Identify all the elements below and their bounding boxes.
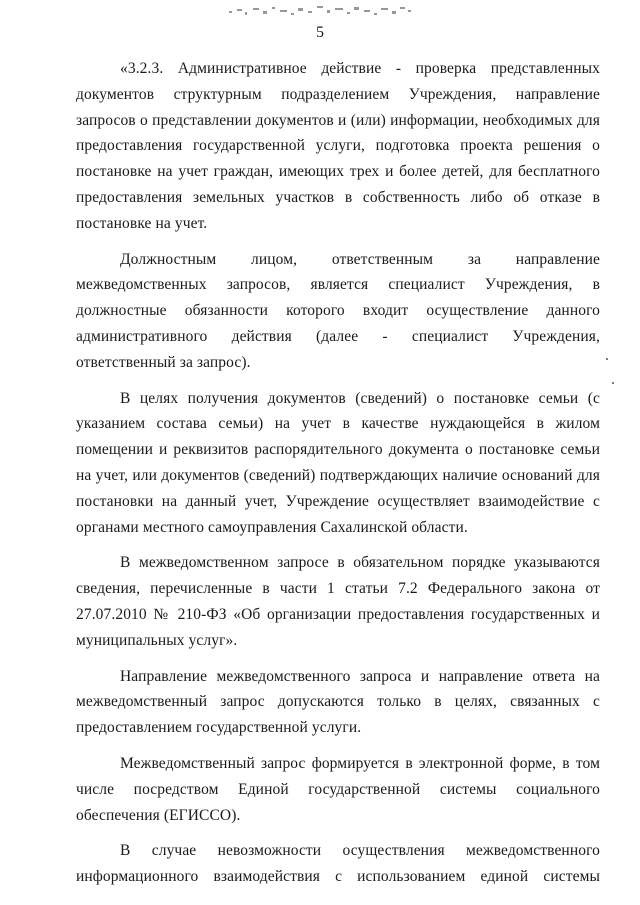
paragraph-responsible-official: Должностным лицом, ответственным за направление межведомственных запросов, является специалист Учреждения, в должностные обязанности которого входит осуществление данного административного действия (далее - специалист Учреждения, ответственный за запрос). bbox=[76, 250, 600, 371]
paragraph-electronic-form: Межведомственный запрос формируется в электронной форме, в том числе посредством Единой государственной системы социального обеспечения (ЕГИССО). bbox=[76, 754, 600, 824]
paragraph-document-request: В целях получения документов (сведений) о постановке семьи (с указанием состава семьи) на учет в качестве нуждающейся в жилом помещении и реквизитов распорядительного документа о постановке семьи на учет, или документов (сведений) подтверждающих наличие оснований для постановки на данный учет, Учреждение осуществляет взаимодействие с органами местного самоуправления Сахалинской области. bbox=[76, 389, 600, 536]
page-number: 5 bbox=[316, 24, 324, 41]
scan-artifact bbox=[225, 2, 415, 20]
scan-speck bbox=[606, 358, 608, 360]
paragraph-request-contents: В межведомственном запросе в обязательном порядке указываются сведения, перечисленные в части 1 статьи 7.2 Федерального закона от 27.07.2010 № 210-ФЗ «Об организации предоставления государственных и муниципальных услуг». bbox=[76, 554, 600, 649]
paragraph-interaction-failure: В случае невозможности осуществления межведомственного информационного взаимодействия с использованием единой системы bbox=[76, 842, 600, 886]
paragraph-request-purpose: Направление межведомственного запроса и направление ответа на межведомственный запрос допускаются только в целях, связанных с предоставлением государственной услуги. bbox=[76, 667, 600, 737]
scan-speck bbox=[612, 382, 614, 384]
document-body bbox=[76, 56, 600, 890]
paragraph-admin-action: «3.2.3. Административное действие - проверка представленных документов структурным подразделением Учреждения, направление запросов о представлении документов и (или) информации, необходимых для предоставления государственной услуги, подготовка проекта решения о постановке на учет граждан, имеющих трех и более детей, для бесплатного предоставления земельных участков в собственность либо об отказе в постановке на учет. bbox=[76, 60, 600, 232]
